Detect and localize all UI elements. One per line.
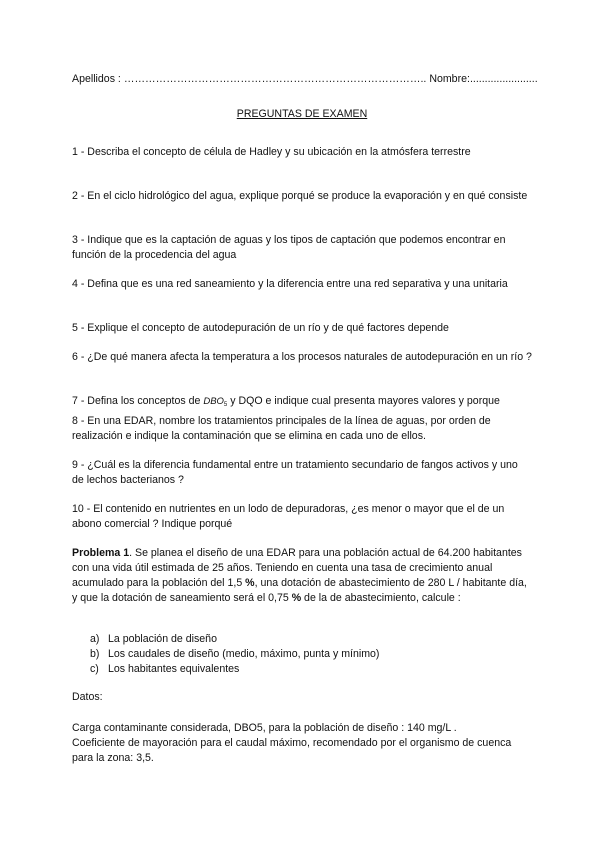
- problem-pct-1: %: [245, 577, 255, 589]
- q7-before: 7 - Defina los conceptos de: [72, 395, 204, 407]
- list-item: [90, 662, 530, 677]
- problem-1: [72, 546, 534, 606]
- question-5: 5 - Explique el concepto de autodepuración de un río y de qué factores depende: [72, 322, 449, 334]
- question-10: 10 - El contenido en nutrientes en un lodo de depuradoras, ¿es menor o mayor que el de un abono comercial ? Indique porqué: [72, 503, 505, 530]
- problem-text-1: . Se planea el diseño de una EDAR para una población actual de 64.200 habitantes con una vida útil estimada de 25 años. Teniendo en cuenta una tasa de crecimiento anual acumulado para la población del 1,5: [72, 547, 522, 589]
- item-text: La población de diseño: [108, 633, 217, 645]
- datos-line-1: Carga contaminante considerada, DBO5, para la población de diseño : 140 mg/L .: [72, 722, 457, 734]
- nombre-label: Nombre:: [429, 73, 470, 85]
- problem-label: Problema 1: [72, 547, 130, 559]
- question-7: [72, 394, 532, 413]
- problem-pct-2: %: [291, 592, 302, 604]
- question-1: 1 - Describa el concepto de célula de Hadley y su ubicación en la atmósfera terrestre: [72, 146, 471, 158]
- nombre-dots: .......................: [469, 73, 538, 85]
- item-text: Los caudales de diseño (medio, máximo, punta y mínimo): [108, 648, 380, 660]
- item-label: b): [90, 648, 100, 660]
- apellidos-dots: …………………………………………………………………………..: [123, 73, 427, 85]
- question-8: 8 - En una EDAR, nombre los tratamientos principales de la línea de aguas, por orden de realización e indique la contaminación que se elimina en cada uno de ellos.: [72, 415, 491, 442]
- problem-text-3: de la de abastecimiento, calcule :: [301, 592, 461, 604]
- question-2: 2 - En el ciclo hidrológico del agua, explique porqué se produce la evaporación y en qué consiste: [72, 190, 528, 202]
- q7-subscript: 5: [223, 402, 228, 408]
- question-9: 9 - ¿Cuál es la diferencia fundamental entre un tratamiento secundario de fangos activos y uno de lechos bacterianos ?: [72, 459, 518, 486]
- name-line: [72, 72, 552, 87]
- q7-after: y DQO e indique cual presenta mayores valores y porque: [227, 395, 500, 407]
- item-text: Los habitantes equivalentes: [108, 663, 240, 675]
- problem-items: [90, 632, 530, 677]
- page-title: PREGUNTAS DE EXAMEN: [236, 108, 368, 120]
- item-label: c): [90, 663, 99, 675]
- list-item: [90, 647, 530, 662]
- q7-symbol: DBO: [203, 396, 224, 407]
- problem-text-2: , una dotación de abastecimiento de 280 L / habitante día, y que la dotación de saneamiento será el 0,75: [72, 577, 527, 604]
- apellidos-label: Apellidos :: [72, 73, 121, 85]
- item-label: a): [90, 633, 100, 645]
- question-3: 3 - Indique que es la captación de aguas y los tipos de captación que podemos encontrar en función de la procedencia del agua: [72, 234, 506, 261]
- datos-line-2: Coeficiente de mayoración para el caudal máximo, recomendado por el organismo de cuenca para la zona: 3,5.: [72, 737, 512, 764]
- list-item: [90, 632, 530, 647]
- question-6: 6 - ¿De qué manera afecta la temperatura a los procesos naturales de autodepuración en un río ?: [72, 351, 532, 363]
- question-4: 4 - Defina que es una red saneamiento y la diferencia entre una red separativa y una unitaria: [72, 278, 508, 290]
- datos-label: Datos:: [72, 691, 103, 703]
